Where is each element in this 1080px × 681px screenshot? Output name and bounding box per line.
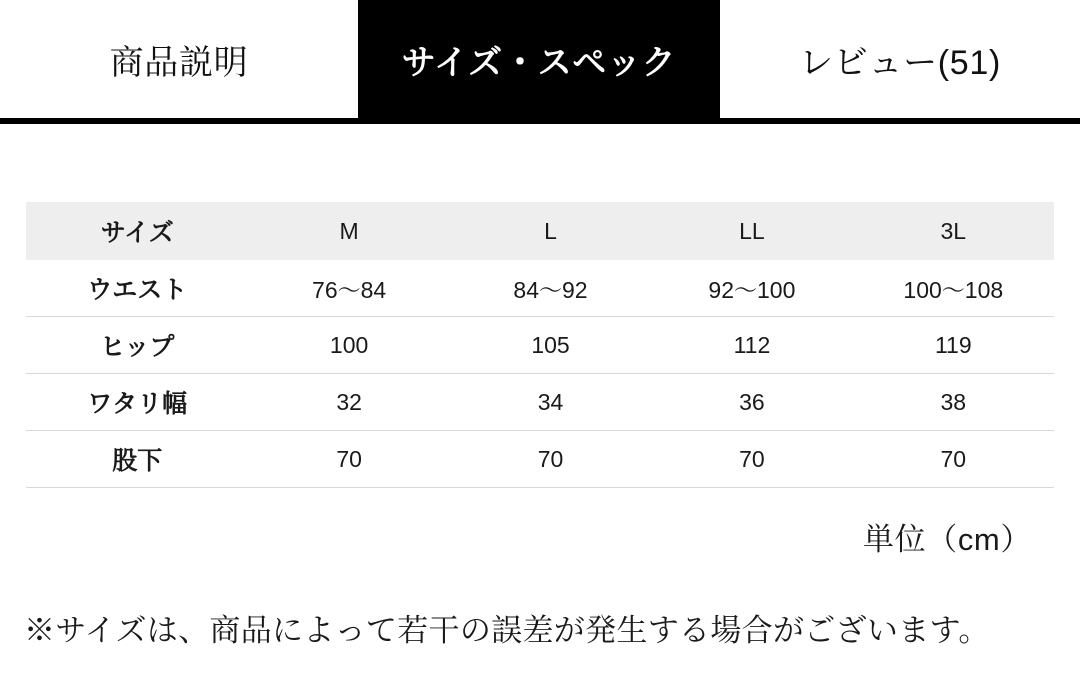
cell-inseam-l: 70 <box>450 431 651 488</box>
tab-description[interactable] <box>0 0 358 118</box>
table-row <box>26 431 1054 488</box>
row-label-inseam: 股下 <box>26 431 248 488</box>
table-row <box>26 260 1054 317</box>
cell-hip-ll: 112 <box>651 317 852 374</box>
tab-bar <box>0 0 1080 124</box>
cell-hip-l: 105 <box>450 317 651 374</box>
size-table <box>26 202 1054 488</box>
tab-size-spec[interactable] <box>358 0 720 118</box>
column-header-size: サイズ <box>26 202 248 260</box>
cell-waist-3l: 100〜108 <box>853 260 1054 317</box>
size-table-head <box>26 202 1054 260</box>
column-header-3l: 3L <box>853 202 1054 260</box>
cell-thigh-ll: 36 <box>651 374 852 431</box>
column-header-ll: LL <box>651 202 852 260</box>
tab-description-label: 商品説明 <box>109 43 249 82</box>
column-header-l: L <box>450 202 651 260</box>
cell-hip-3l: 119 <box>853 317 1054 374</box>
cell-thigh-3l: 38 <box>853 374 1054 431</box>
cell-thigh-l: 34 <box>450 374 651 431</box>
cell-waist-m: 76〜84 <box>248 260 449 317</box>
cell-inseam-ll: 70 <box>651 431 852 488</box>
tab-size-spec-label: サイズ・スペック <box>401 43 677 82</box>
tab-reviews-label: レビュー(51) <box>799 43 1001 82</box>
table-row <box>26 317 1054 374</box>
cell-hip-m: 100 <box>248 317 449 374</box>
table-row <box>26 374 1054 431</box>
row-label-waist: ウエスト <box>26 260 248 317</box>
size-disclaimer: ※サイズは、商品によって若干の誤差が発生する場合がございます。 <box>24 613 990 648</box>
cell-inseam-3l: 70 <box>853 431 1054 488</box>
tab-reviews[interactable] <box>720 0 1080 118</box>
size-table-body <box>26 260 1054 488</box>
cell-inseam-m: 70 <box>248 431 449 488</box>
column-header-m: M <box>248 202 449 260</box>
row-label-thigh-width: ワタリ幅 <box>26 374 248 431</box>
cell-thigh-m: 32 <box>248 374 449 431</box>
row-label-hip: ヒップ <box>26 317 248 374</box>
cell-waist-ll: 92〜100 <box>651 260 852 317</box>
size-table-wrapper <box>26 202 1054 488</box>
unit-note: 単位（cm） <box>862 522 1032 557</box>
table-header-row <box>26 202 1054 260</box>
cell-waist-l: 84〜92 <box>450 260 651 317</box>
